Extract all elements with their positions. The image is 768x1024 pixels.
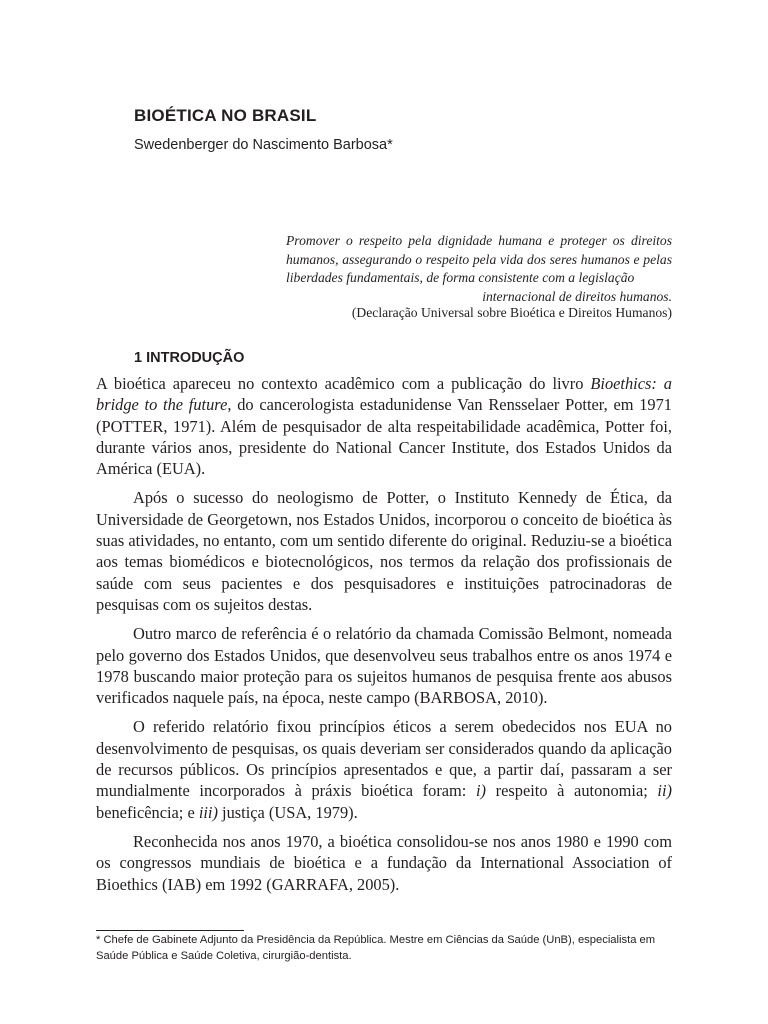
principle-iii-text: justiça (USA, 1979). <box>217 802 358 822</box>
paragraph-3: Outro marco de referência é o relatório da chamada Comissão Belmont, nomeada pelo governo dos Estados Unidos, que desenvolveu seus trabalhos entre os anos 1974 e 1978 buscando maior proteção para os sujeitos humanos de pesquisa frente aos abusos verificados naquele país, na época, neste campo (BARBOSA, 2010). <box>96 624 672 708</box>
book-title: Bioethics: a bridge to the future <box>96 374 672 415</box>
footnote: * Chefe de Gabinete Adjunto da Presidência da República. Mestre em Ciências da Saúde (UnB), especialista em Saúde Pública e Saúde Coletiva, cirurgião-dentista. <box>96 934 656 962</box>
principle-ii-label: ii) <box>657 781 672 801</box>
epigraph-text-last: internacional de direitos humanos. <box>482 288 672 304</box>
paragraph-2: Após o sucesso do neologismo de Potter, o Instituto Kennedy de Ética, da Universidade de Georgetown, nos Estados Unidos, incorporou o conceito de bioética às suas atividades, no entanto, com um sentido diferente do original. Reduziu-se a bioética aos temas biomédicos e biotecnológicos, nos termos da relação dos profissionais de saúde com seus pacientes e dos pesquisadores e instituições patrocinadoras de pesquisas com os sujeitos destas. <box>96 488 672 614</box>
principle-i-text: respeito à autonomia; <box>486 781 658 801</box>
paragraph-5: Reconhecida nos anos 1970, a bioética consolidou-se nos anos 1980 e 1990 com os congressos mundiais de bioética e a fundação da International Association of Bioethics (IAB) em 1992 (GARRAFA, 2005). <box>96 831 672 894</box>
section-heading: 1 INTRODUÇÃO <box>134 350 245 366</box>
epigraph-text: Promover o respeito pela dignidade humana e proteger os direitos humanos, assegurando o respeito pela vida dos seres humanos e pelas liberdades fundamentais, de forma consistente com a legislação <box>286 233 672 286</box>
paragraph-4 <box>96 716 672 822</box>
principle-ii-text: beneficência; e <box>96 802 199 822</box>
principle-iii-label: iii) <box>198 802 218 822</box>
body-text <box>96 373 672 903</box>
author-name: Swedenberger do Nascimento Barbosa* <box>134 137 393 153</box>
paragraph-1 <box>96 373 672 479</box>
epigraph-source: (Declaração Universal sobre Bioética e Direitos Humanos) <box>351 305 672 320</box>
paragraph-4-part-a: O referido relatório fixou princípios éticos a serem obedecidos nos EUA no desenvolvimento de pesquisas, os quais deveriam ser considerados quando da aplicação de recursos públicos. Os princípios apresentados e que, a partir daí, passaram a ser mundialmente incorporados à práxis bioética foram: <box>96 717 672 801</box>
footnote-divider <box>96 930 244 931</box>
principle-i-label: i) <box>476 781 487 801</box>
paragraph-1-part-a: A bioética apareceu no contexto acadêmico com a publicação do livro <box>96 374 591 393</box>
article-title: BIOÉTICA NO BRASIL <box>134 106 317 125</box>
epigraph-quote <box>286 232 672 306</box>
paragraph-1-part-b: , do cancerologista estadunidense Van Rensselaer Potter, em 1971 (POTTER, 1971). Além de pesquisador de alta respeitabilidade acadêmica, Potter foi, durante vários anos, presidente do National Cancer Institute, dos Estados Unidos da América (EUA). <box>96 395 673 479</box>
